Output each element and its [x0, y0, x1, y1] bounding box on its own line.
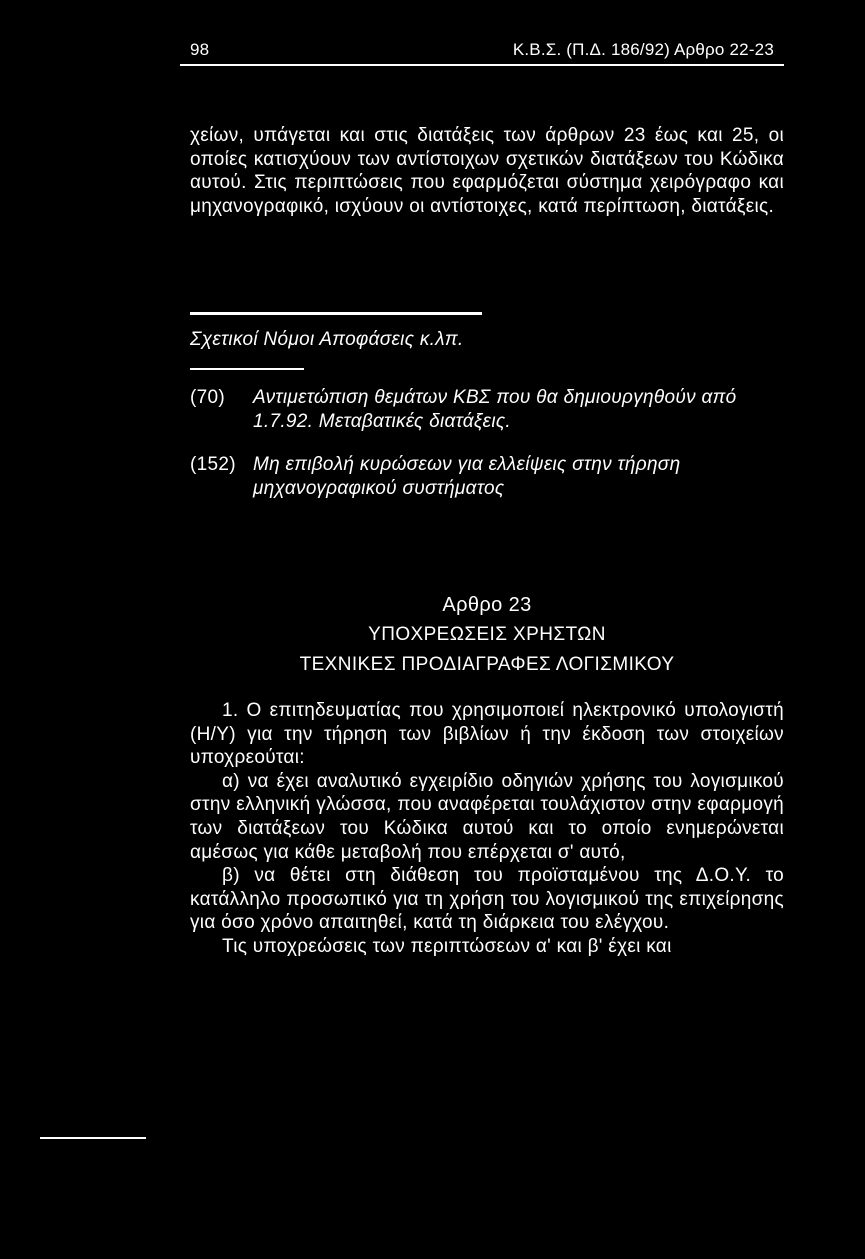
- article-paragraph-b: β) να θέτει στη διάθεση του προϊσταμένου της Δ.Ο.Υ. το κατάλληλο προσωπικό για τη χρήση του λογισμικού της επιχείρησης για όσο χρόνο απαιτηθεί, κατά τη διάρκεια του ελέγχου.: [190, 865, 784, 934]
- related-item: [190, 453, 784, 501]
- article-paragraph-a: α) να έχει αναλυτικό εγχειρίδιο οδηγιών χρήσης του λογισμικού στην ελληνική γλώσσα, που αναφέρεται τουλάχιστον στην εφαρμογή των διατάξεων του Κώδικα αυτού και το οποίο ενημερώνεται αμέσως για κάθε μεταβολή που επέρχεται σ' αυτό,: [190, 770, 784, 863]
- related-item: [190, 386, 784, 434]
- intro-paragraph: χείων, υπάγεται και στις διατάξεις των άρθρων 23 έως και 25, οι οποίες κατισχύουν των αντίστοιχων σχετικών διατάξεων του Κώδικα αυτού. Στις περιπτώσεις που εφαρμόζεται σύστημα χειρόγραφο και μηχανογραφικό, ισχύουν οι αντίστοιχες, κατά περίπτωση, διατάξεις.: [190, 125, 784, 217]
- header-rule: [180, 64, 784, 66]
- related-item-text: Μη επιβολή κυρώσεων για ελλείψεις στην τήρηση μηχανογραφικού συστήματος: [253, 454, 681, 499]
- article-subtitle-specs: ΤΕΧΝΙΚΕΣ ΠΡΟΔΙΑΓΡΑΦΕΣ ΛΟΓΙΣΜΙΚΟΥ: [299, 654, 675, 675]
- related-item-number: (70): [190, 387, 225, 408]
- article-paragraph-1: 1. Ο επιτηδευματίας που χρησιμοποιεί ηλεκτρονικό υπολογιστή (Η/Υ) για την τήρηση των βιβλίων ή την έκδοση των στοιχείων υποχρεούται:: [190, 700, 784, 769]
- article-subtitle-users: ΥΠΟΧΡΕΩΣΕΙΣ ΧΡΗΣΤΩΝ: [368, 624, 606, 645]
- article-title: Αρθρο 23: [442, 594, 532, 616]
- section-divider: [190, 312, 482, 315]
- running-head: Κ.Β.Σ. (Π.Δ. 186/92) Αρθρο 22-23: [512, 40, 774, 59]
- related-title-underline: [190, 368, 304, 370]
- page-number: 98: [190, 40, 210, 59]
- article-body: [190, 699, 784, 959]
- related-item-text: Αντιμετώπιση θεμάτων ΚΒΣ που θα δημιουργηθούν από 1.7.92. Μεταβατικές διατάξεις.: [253, 387, 737, 432]
- footnote-rule: [40, 1137, 146, 1139]
- article-paragraph-last: Τις υποχρεώσεις των περιπτώσεων α' και β' έχει και: [222, 935, 672, 957]
- related-laws-title: Σχετικοί Νόμοι Αποφάσεις κ.λπ.: [190, 329, 464, 350]
- related-item-number: (152): [190, 454, 236, 475]
